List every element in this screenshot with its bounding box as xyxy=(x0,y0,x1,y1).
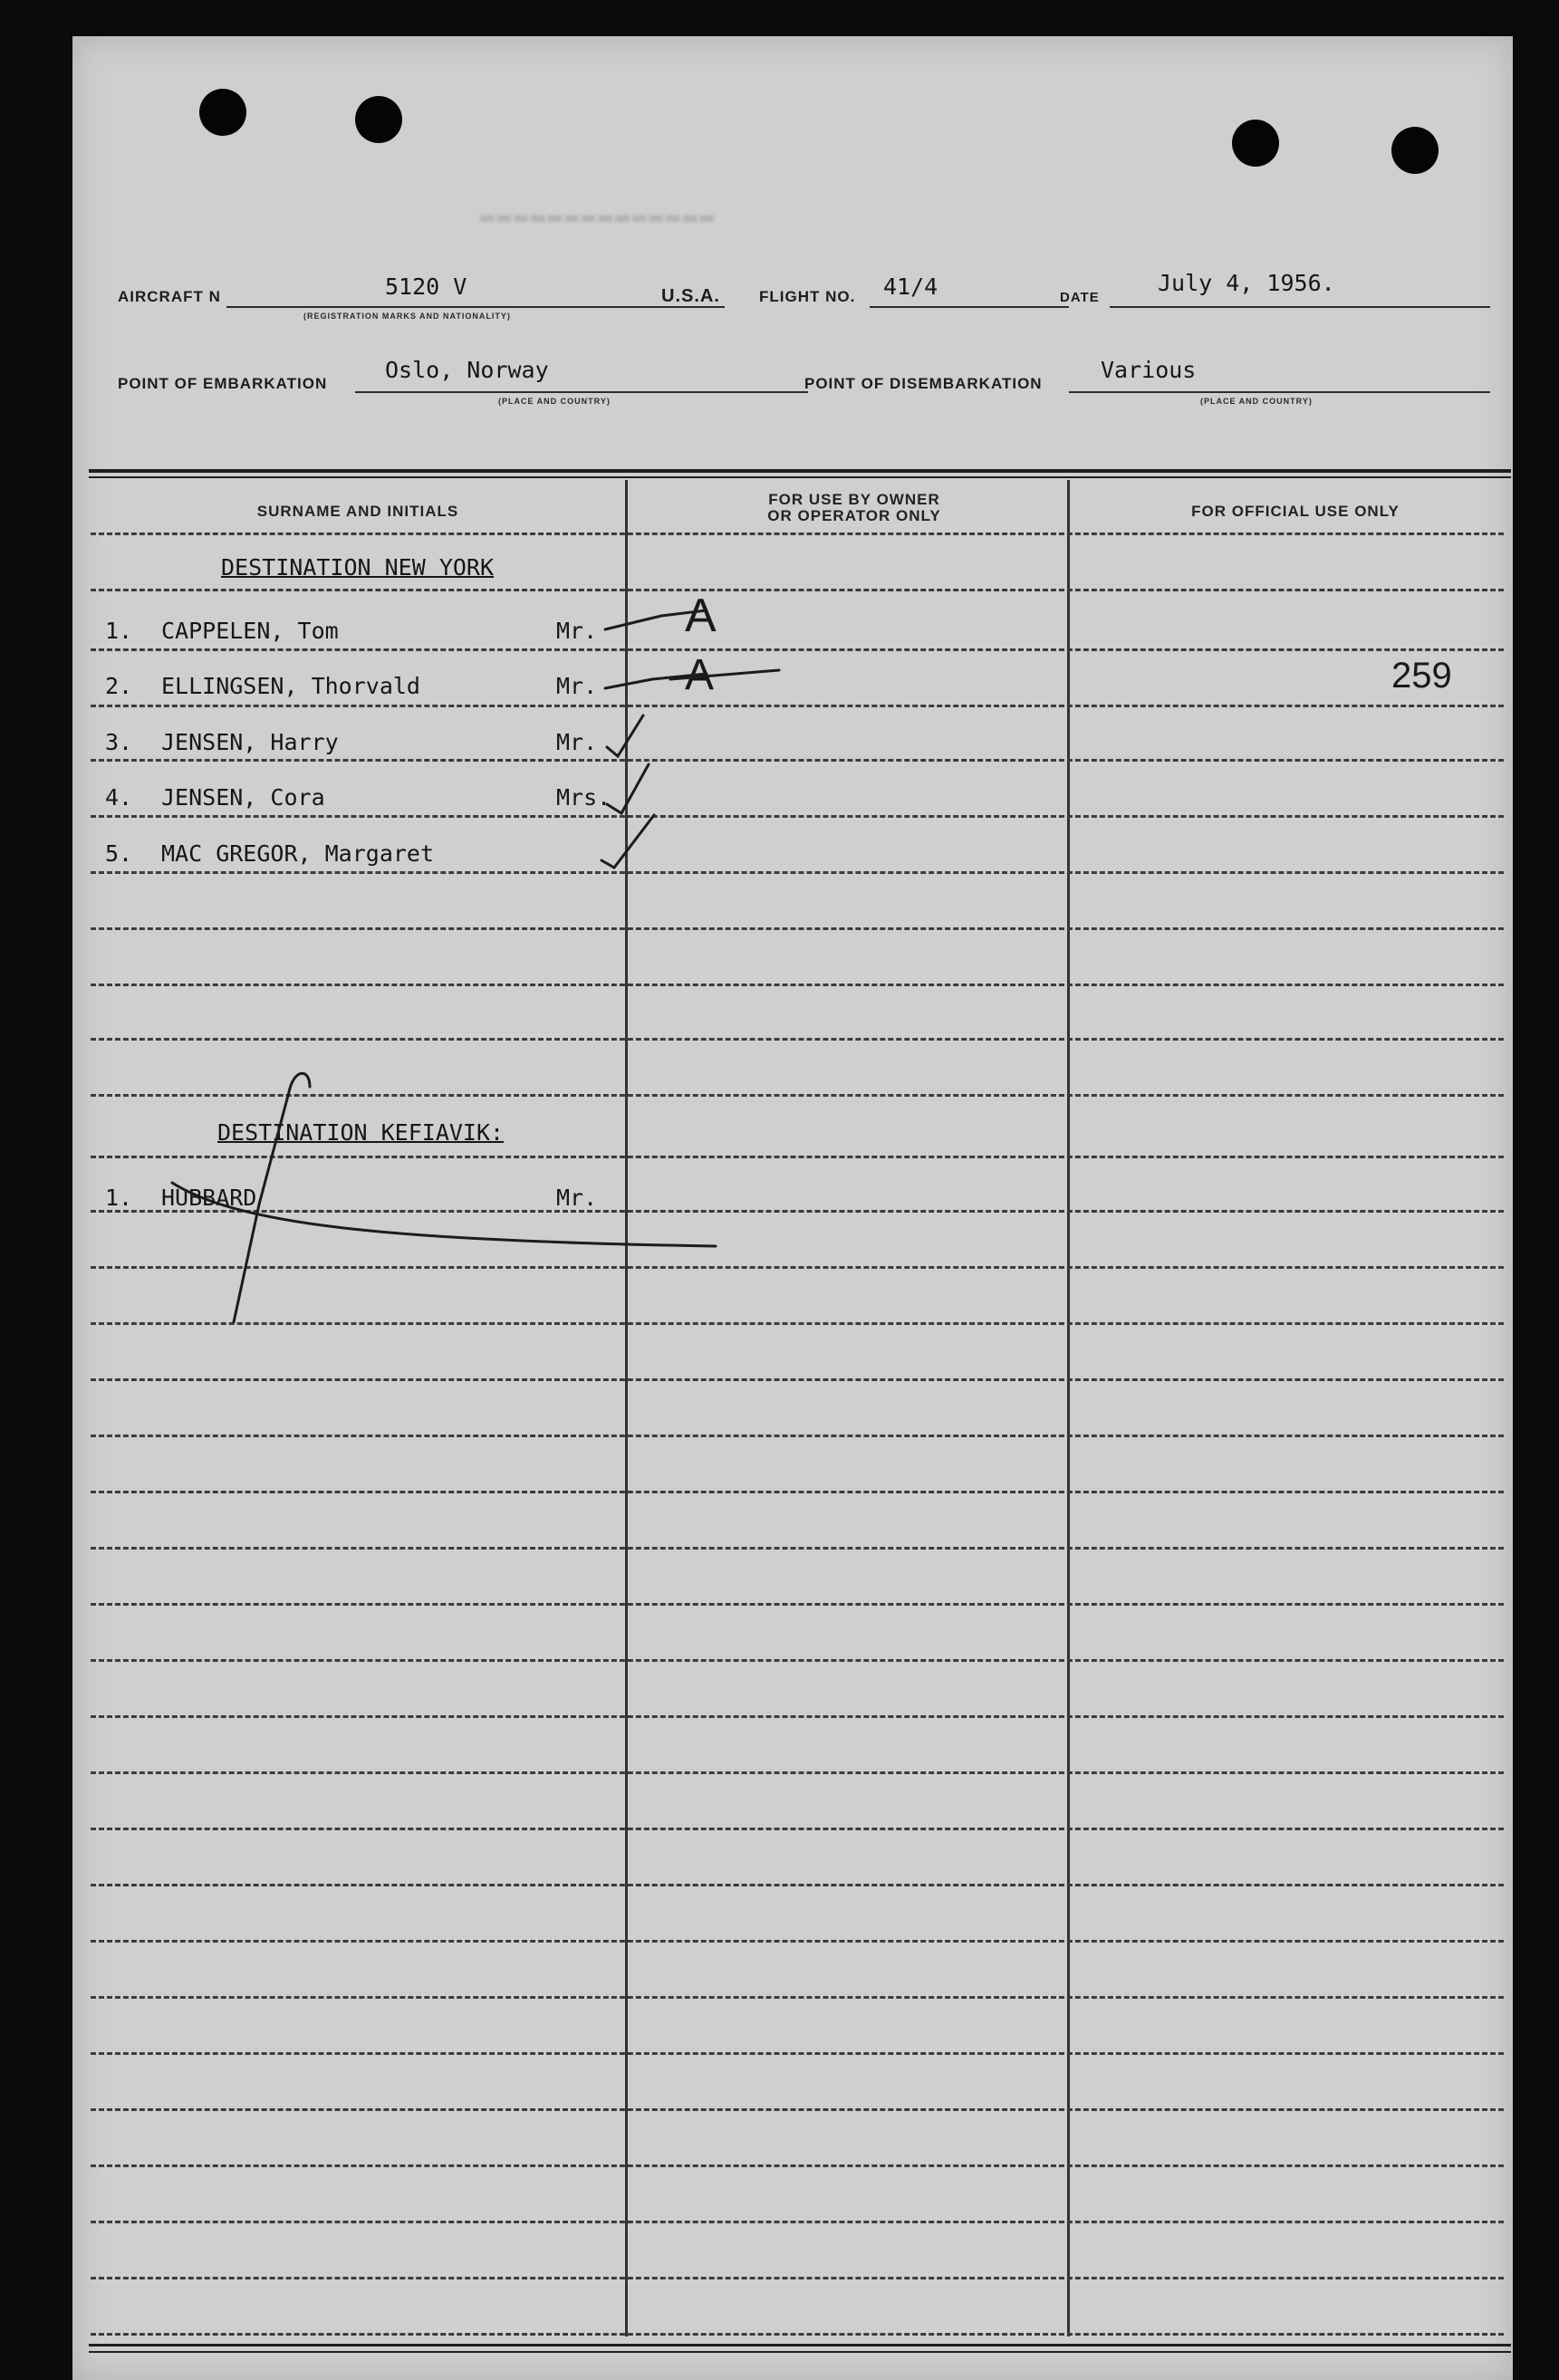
passenger-name: JENSEN, Cora xyxy=(161,784,325,811)
passenger-number: 4. xyxy=(105,784,133,811)
row-rule xyxy=(91,1940,1504,1943)
strike-through xyxy=(290,1073,310,1089)
passenger-title: Mr. xyxy=(556,618,598,644)
embarkation-value: Oslo, Norway xyxy=(385,357,549,383)
passenger-title: Mrs. xyxy=(556,784,611,811)
section-heading: DESTINATION KEFIAVIK: xyxy=(217,1119,505,1146)
table-bottom-rule xyxy=(89,2351,1511,2353)
faded-bleedthrough: ▬▬▬▬▬▬▬▬▬▬▬▬▬▬ xyxy=(480,204,717,231)
row-rule xyxy=(91,1884,1504,1886)
handwritten-mark: A xyxy=(685,651,715,699)
punch-hole xyxy=(199,89,246,136)
punch-hole xyxy=(1391,127,1439,174)
column-header-operator xyxy=(632,492,1076,524)
column-header-official: FOR OFFICIAL USE ONLY xyxy=(1191,503,1400,520)
date-label: DATE xyxy=(1060,290,1100,305)
flight-fill-line xyxy=(870,306,1069,308)
row-rule xyxy=(91,1996,1504,1999)
passenger-title: Mr. xyxy=(556,673,598,699)
row-rule xyxy=(91,589,1504,591)
row-rule xyxy=(91,984,1504,986)
aircraft-label: AIRCRAFT N xyxy=(118,288,221,305)
disembarkation-label: POINT OF DISEMBARKATION xyxy=(804,375,1043,392)
row-rule xyxy=(91,1266,1504,1269)
passenger-name: ELLINGSEN, Thorvald xyxy=(161,673,420,699)
punch-hole xyxy=(355,96,402,143)
row-rule xyxy=(91,759,1504,762)
check-mark xyxy=(607,764,649,813)
passenger-title: Mr. xyxy=(556,1185,598,1211)
row-rule xyxy=(91,1828,1504,1830)
embarkation-subcaption: (PLACE AND COUNTRY) xyxy=(498,397,611,406)
row-rule xyxy=(91,1603,1504,1606)
table-top-rule xyxy=(89,469,1511,473)
column-header-operator-line1: FOR USE BY OWNER xyxy=(768,491,940,508)
row-rule xyxy=(91,1771,1504,1774)
row-rule xyxy=(91,2052,1504,2055)
row-rule xyxy=(91,1659,1504,1662)
passenger-name: MAC GREGOR, Margaret xyxy=(161,840,435,867)
disembarkation-value: Various xyxy=(1101,357,1197,383)
row-rule xyxy=(91,1435,1504,1437)
passenger-name: JENSEN, Harry xyxy=(161,729,339,755)
passenger-number: 1. xyxy=(105,1185,133,1211)
row-rule xyxy=(91,1491,1504,1493)
embarkation-fill-line xyxy=(355,391,808,393)
passenger-name: HUBBARD xyxy=(161,1185,257,1211)
row-rule xyxy=(91,705,1504,707)
aircraft-fill-line xyxy=(226,306,725,308)
row-rule xyxy=(91,1156,1504,1158)
row-rule xyxy=(91,2277,1504,2279)
row-rule xyxy=(91,815,1504,818)
section-heading: DESTINATION NEW YORK xyxy=(221,554,495,581)
date-fill-line xyxy=(1110,306,1490,308)
passenger-title: Mr. xyxy=(556,729,598,755)
check-mark xyxy=(601,815,654,868)
embarkation-label: POINT OF EMBARKATION xyxy=(118,375,328,392)
row-rule xyxy=(91,648,1504,651)
disembarkation-fill-line xyxy=(1069,391,1490,393)
row-rule xyxy=(91,1094,1504,1097)
row-rule xyxy=(91,1547,1504,1550)
punch-hole xyxy=(1232,120,1279,167)
passenger-number: 5. xyxy=(105,840,133,867)
table-top-rule xyxy=(89,476,1511,478)
row-rule xyxy=(91,2333,1504,2336)
row-rule xyxy=(91,1715,1504,1718)
row-rule xyxy=(91,1322,1504,1325)
passenger-number: 1. xyxy=(105,618,133,644)
passenger-name: CAPPELEN, Tom xyxy=(161,618,339,644)
row-rule xyxy=(91,2221,1504,2223)
aircraft-value: 5120 V xyxy=(385,274,467,300)
row-rule xyxy=(91,1210,1504,1213)
row-rule xyxy=(91,871,1504,874)
row-rule xyxy=(91,1378,1504,1381)
date-value: July 4, 1956. xyxy=(1158,270,1335,296)
handwritten-mark: A xyxy=(685,590,717,642)
manifest-page xyxy=(72,36,1513,2380)
passenger-number: 2. xyxy=(105,673,133,699)
row-rule xyxy=(91,2164,1504,2167)
row-rule xyxy=(91,1038,1504,1041)
flight-value: 41/4 xyxy=(883,274,938,300)
disembarkation-subcaption: (PLACE AND COUNTRY) xyxy=(1200,397,1313,406)
official-use-number: 259 xyxy=(1391,656,1452,696)
aircraft-subcaption: (REGISTRATION MARKS AND NATIONALITY) xyxy=(303,312,511,321)
row-rule xyxy=(91,533,1504,535)
usa-label: U.S.A. xyxy=(661,286,720,306)
column-header-surname: SURNAME AND INITIALS xyxy=(256,503,459,520)
column-header-operator-line2: OR OPERATOR ONLY xyxy=(767,507,941,524)
table-bottom-rule xyxy=(89,2344,1511,2346)
row-rule xyxy=(91,2108,1504,2111)
passenger-number: 3. xyxy=(105,729,133,755)
flight-label: FLIGHT NO. xyxy=(759,288,856,305)
row-rule xyxy=(91,927,1504,930)
